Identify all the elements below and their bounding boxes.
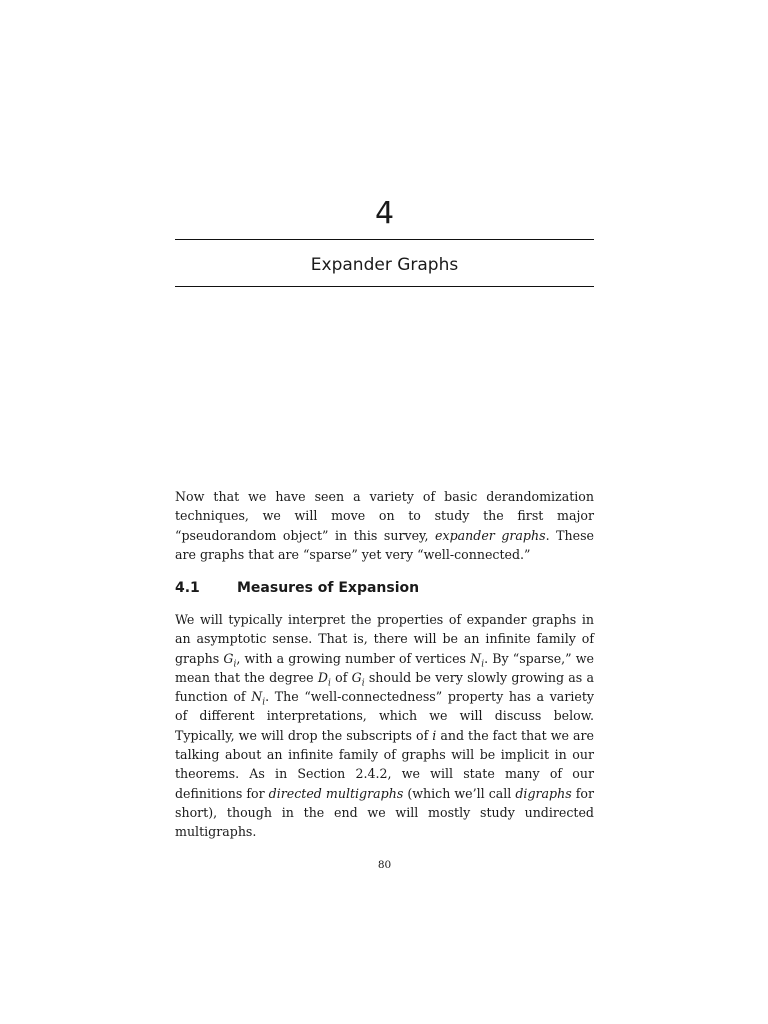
para-text: and the fact that we are talking about an infinite family of graphs will be implicit in our theorems. As in Section 2.4.2, we will state many of our definitions for — [175, 727, 594, 801]
math-symbol: $N_i$ — [470, 650, 485, 670]
chapter-rule-bottom — [175, 286, 594, 287]
intro-text-1: Now that we have seen a variety of basic derandomization techniques, we will move on to study the first major “pseudorandom object” in this survey, — [175, 489, 594, 543]
para-text: . By “sparse,” we mean that the degree — [175, 650, 594, 685]
section-number: 4.1 — [175, 580, 200, 596]
math-symbol: $N_i$ — [251, 689, 266, 708]
emphasis-directed-multigraphs: directed multigraphs — [268, 785, 404, 801]
section-paragraph — [175, 610, 594, 842]
para-text: should be very slowly growing as a function of — [175, 669, 595, 705]
intro-paragraph — [175, 487, 594, 564]
chapter-rule-top — [175, 239, 594, 240]
math-symbol: $G_i$ — [223, 650, 237, 670]
section-title: Measures of Expansion — [237, 580, 420, 596]
emphasis-digraphs: digraphs — [515, 785, 572, 801]
para-text: , with a growing number of vertices — [236, 650, 471, 666]
para-text: for short), though in the end we will mostly study undirected multigraphs. — [175, 785, 595, 840]
math-symbol: i — [432, 727, 437, 743]
para-text: . The “well-connectedness” property has a variety of different interpretations, which we will discuss below. Typically, we will drop the subscripts of — [175, 689, 594, 743]
para-text: (which we’ll call — [403, 785, 516, 801]
para-text: We will typically interpret the properties of expander graphs in an asymptotic sense. That is, there will be an infinite family of graphs — [175, 612, 594, 666]
chapter-number: 4 — [374, 196, 395, 231]
math-symbol: $D_i$ — [317, 669, 331, 689]
intro-text-2: . These are graphs that are “sparse” yet very “well-connected.” — [175, 527, 594, 562]
section-heading — [175, 577, 594, 599]
intro-emphasis-expander-graphs: expander graphs — [435, 527, 546, 543]
para-text: of — [330, 669, 352, 685]
math-symbol: $G_i$ — [351, 669, 365, 689]
chapter-title: Expander Graphs — [310, 255, 459, 275]
page-number: 80 — [377, 859, 392, 871]
